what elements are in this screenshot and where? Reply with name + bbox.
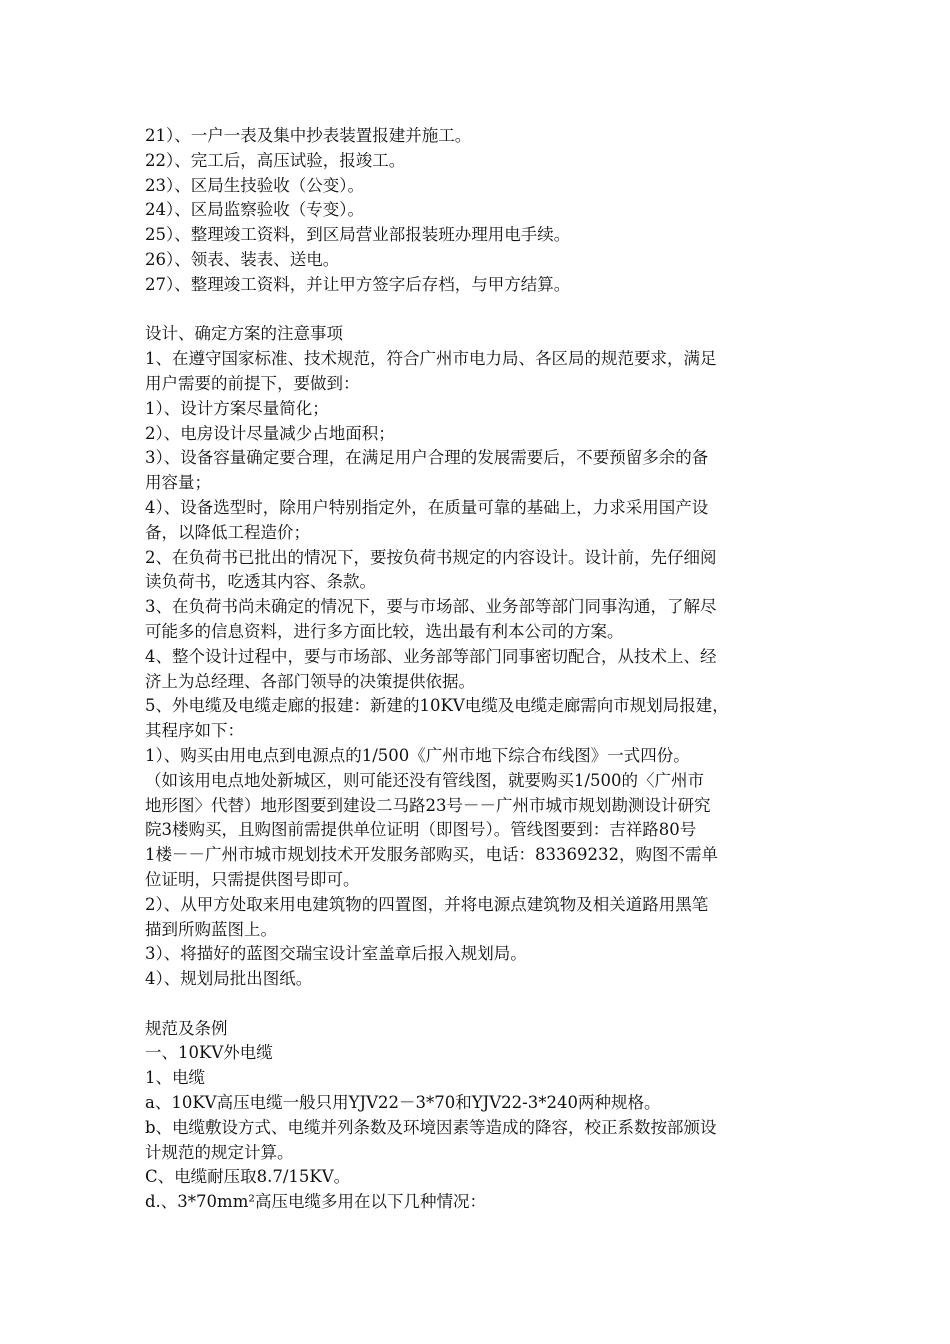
text-line: 4）、规划局批出图纸。 xyxy=(145,969,313,989)
text-line: 用容量； xyxy=(145,473,211,493)
subsection-heading: 一、10KV外电缆 xyxy=(145,1043,273,1063)
text-line: 读负荷书，吃透其内容、条款。 xyxy=(145,572,376,592)
text-line: 4、整个设计过程中，要与市场部、业务部等部门同事密切配合，从技术上、经 xyxy=(145,646,717,666)
text-line: a、10KV高压电缆一般只用YJV22－3*70和YJV22-3*240两种规格。 xyxy=(145,1093,661,1113)
text-line: d.、3*70mm²高压电缆多用在以下几种情况： xyxy=(145,1192,486,1212)
text-line: 24）、区局监察验收（专变）。 xyxy=(145,200,364,220)
text-line: b、电缆敷设方式、电缆并列条数及环境因素等造成的降容，校正系数按部颁设 xyxy=(145,1117,717,1137)
text-line: 2）、从甲方处取来用电建筑物的四置图，并将电源点建筑物及相关道路用黑笔 xyxy=(145,894,709,914)
text-line: 备，以降低工程造价； xyxy=(145,522,310,542)
text-line: 5、外电缆及电缆走廊的报建：新建的10KV电缆及电缆走廊需向市规划局报建， xyxy=(145,696,729,716)
text-line: 1、电缆 xyxy=(145,1068,205,1088)
text-line: C、电缆耐压取8.7/15KV。 xyxy=(145,1167,351,1187)
section-heading: 规范及条例 xyxy=(145,1018,228,1038)
text-line: 济上为总经理、各部门领导的决策提供依据。 xyxy=(145,671,475,691)
text-line: 可能多的信息资料，进行多方面比较，选出最有利本公司的方案。 xyxy=(145,621,624,641)
procedure-steps-section xyxy=(145,124,835,298)
paragraph-gap xyxy=(145,298,835,323)
section-heading: 设计、确定方案的注意事项 xyxy=(145,324,343,344)
text-line: 3）、将描好的蓝图交瑞宝设计室盖章后报入规划局。 xyxy=(145,944,527,964)
text-line: 用户需要的前提下，要做到： xyxy=(145,373,360,393)
text-line: 26）、领表、装表、送电。 xyxy=(145,249,340,269)
text-line: 2、在负荷书已批出的情况下，要按负荷书规定的内容设计。设计前，先仔细阅 xyxy=(145,547,717,567)
text-line: 其程序如下： xyxy=(145,721,244,741)
text-line: （如该用电点地处新城区，则可能还没有管线图，就要购买1/500的〈广州市 xyxy=(145,770,705,790)
text-line: 23）、区局生技验收（公变）。 xyxy=(145,175,364,195)
text-line: 1）、设计方案尽量简化； xyxy=(145,398,329,418)
text-line: 25）、整理竣工资料，到区局营业部报装班办理用电手续。 xyxy=(145,225,571,245)
document-page xyxy=(145,124,835,1215)
text-line: 22）、完工后，高压试验，报竣工。 xyxy=(145,150,406,170)
text-line: 1、在遵守国家标准、技术规范，符合广州市电力局、各区局的规范要求，满足 xyxy=(145,349,717,369)
text-line: 1楼－－广州市城市规划技术开发服务部购买，电话：83369232，购图不需单 xyxy=(145,845,718,865)
text-line: 21）、一户一表及集中抄表装置报建并施工。 xyxy=(145,126,472,145)
paragraph-gap xyxy=(145,992,835,1017)
text-line: 院3楼购买，且购图前需提供单位证明（即图号）。管线图要到：吉祥路80号 xyxy=(145,820,697,840)
design-notes-section xyxy=(145,322,835,992)
text-line: 27）、整理竣工资料，并让甲方签字后存档，与甲方结算。 xyxy=(145,274,571,294)
text-line: 3、在负荷书尚未确定的情况下，要与市场部、业务部等部门同事沟通，了解尽 xyxy=(145,597,717,617)
specifications-section xyxy=(145,1017,835,1215)
text-line: 计规范的规定计算。 xyxy=(145,1142,294,1162)
text-line: 地形图〉代替）地形图要到建设二马路23号－－广州市城市规划勘测设计研究 xyxy=(145,795,711,815)
text-line: 3）、设备容量确定要合理，在满足用户合理的发展需要后，不要预留多余的备 xyxy=(145,448,709,468)
text-line: 描到所购蓝图上。 xyxy=(145,919,277,939)
text-line: 4）、设备选型时，除用户特别指定外，在质量可靠的基础上，力求采用国产设 xyxy=(145,497,709,517)
text-line: 2）、电房设计尽量减少占地面积； xyxy=(145,423,395,443)
text-line: 1）、购买由用电点到电源点的1/500《广州市地下综合布线图》一式四份。 xyxy=(145,745,690,765)
text-line: 位证明，只需提供图号即可。 xyxy=(145,869,360,889)
